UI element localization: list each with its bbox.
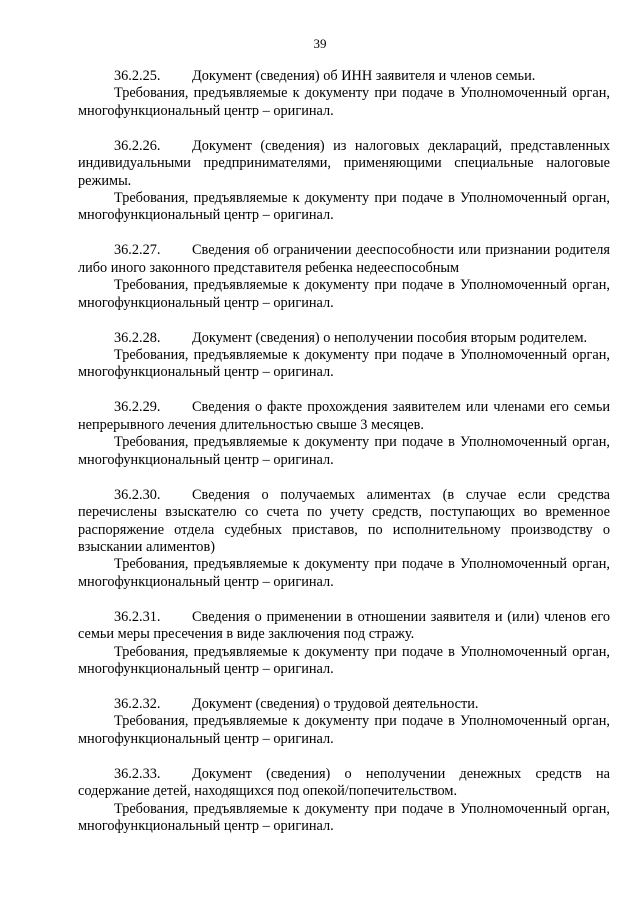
section-heading bbox=[78, 330, 610, 347]
section-36-2-32 bbox=[78, 696, 610, 748]
section-36-2-25 bbox=[78, 68, 610, 120]
section-number: 36.2.29. bbox=[114, 399, 161, 416]
section-text: Документ (сведения) о трудовой деятельности. bbox=[192, 695, 479, 712]
section-heading bbox=[78, 138, 610, 190]
requirement-text: Требования, предъявляемые к документу при подаче в Уполномоченный орган, многофункциональный центр – оригинал. bbox=[78, 713, 610, 747]
section-text: Сведения о получаемых алиментах (в случае если средства перечислены взыскателю со счета по учету средств, поступающих во временное распоряжение отдела судебных приставов, по исполнительному производству о взыскании алиментов) bbox=[78, 486, 610, 555]
section-number: 36.2.31. bbox=[114, 608, 161, 625]
section-number: 36.2.28. bbox=[114, 329, 161, 346]
requirement-text: Требования, предъявляемые к документу при подаче в Уполномоченный орган, многофункциональный центр – оригинал. bbox=[78, 434, 610, 468]
section-text: Документ (сведения) из налоговых деклараций, представленных индивидуальными предпринимателями, применяющими специальные налоговые режимы. bbox=[78, 137, 610, 189]
requirement-text: Требования, предъявляемые к документу при подаче в Уполномоченный орган, многофункциональный центр – оригинал. bbox=[78, 347, 610, 381]
section-number: 36.2.32. bbox=[114, 695, 161, 712]
requirement-text: Требования, предъявляемые к документу при подаче в Уполномоченный орган, многофункциональный центр – оригинал. bbox=[78, 556, 610, 590]
section-text: Сведения о факте прохождения заявителем или членами его семьи непрерывного лечения длительностью свыше 3 месяцев. bbox=[78, 399, 610, 433]
document-body bbox=[78, 68, 610, 853]
section-heading bbox=[78, 68, 610, 85]
section-heading bbox=[78, 487, 610, 557]
section-36-2-30 bbox=[78, 487, 610, 591]
section-heading bbox=[78, 399, 610, 434]
section-36-2-28 bbox=[78, 330, 610, 382]
section-text: Документ (сведения) о неполучении пособия вторым родителем. bbox=[192, 329, 588, 346]
section-number: 36.2.26. bbox=[114, 137, 161, 154]
section-heading bbox=[78, 242, 610, 277]
requirement-text: Требования, предъявляемые к документу при подаче в Уполномоченный орган, многофункциональный центр – оригинал. bbox=[78, 85, 610, 119]
section-text: Сведения об ограничении дееспособности или признании родителя либо иного законного представителя ребенка недееспособным bbox=[78, 242, 610, 276]
section-36-2-27 bbox=[78, 242, 610, 312]
requirement-text: Требования, предъявляемые к документу при подаче в Уполномоченный орган, многофункциональный центр – оригинал. bbox=[78, 277, 610, 311]
section-heading bbox=[78, 696, 610, 713]
section-heading bbox=[78, 766, 610, 801]
section-36-2-31 bbox=[78, 609, 610, 679]
section-number: 36.2.27. bbox=[114, 242, 161, 259]
section-number: 36.2.30. bbox=[114, 486, 161, 503]
requirement-text: Требования, предъявляемые к документу при подаче в Уполномоченный орган, многофункциональный центр – оригинал. bbox=[78, 800, 610, 834]
section-text: Документ (сведения) об ИНН заявителя и членов семьи. bbox=[192, 68, 536, 84]
requirement-text: Требования, предъявляемые к документу при подаче в Уполномоченный орган, многофункциональный центр – оригинал. bbox=[78, 643, 610, 677]
section-number: 36.2.25. bbox=[114, 68, 161, 84]
section-text: Сведения о применении в отношении заявителя и (или) членов его семьи меры пресечения в виде заключения под стражу. bbox=[78, 608, 610, 643]
section-number: 36.2.33. bbox=[114, 765, 161, 782]
section-36-2-33 bbox=[78, 766, 610, 836]
section-36-2-29 bbox=[78, 399, 610, 469]
section-36-2-26 bbox=[78, 138, 610, 225]
section-text: Документ (сведения) о неполучении денежных средств на содержание детей, находящихся под опекой/попечительством. bbox=[78, 765, 610, 800]
section-heading bbox=[78, 609, 610, 644]
page-number: 39 bbox=[313, 36, 327, 51]
requirement-text: Требования, предъявляемые к документу при подаче в Уполномоченный орган, многофункциональный центр – оригинал. bbox=[78, 190, 610, 224]
